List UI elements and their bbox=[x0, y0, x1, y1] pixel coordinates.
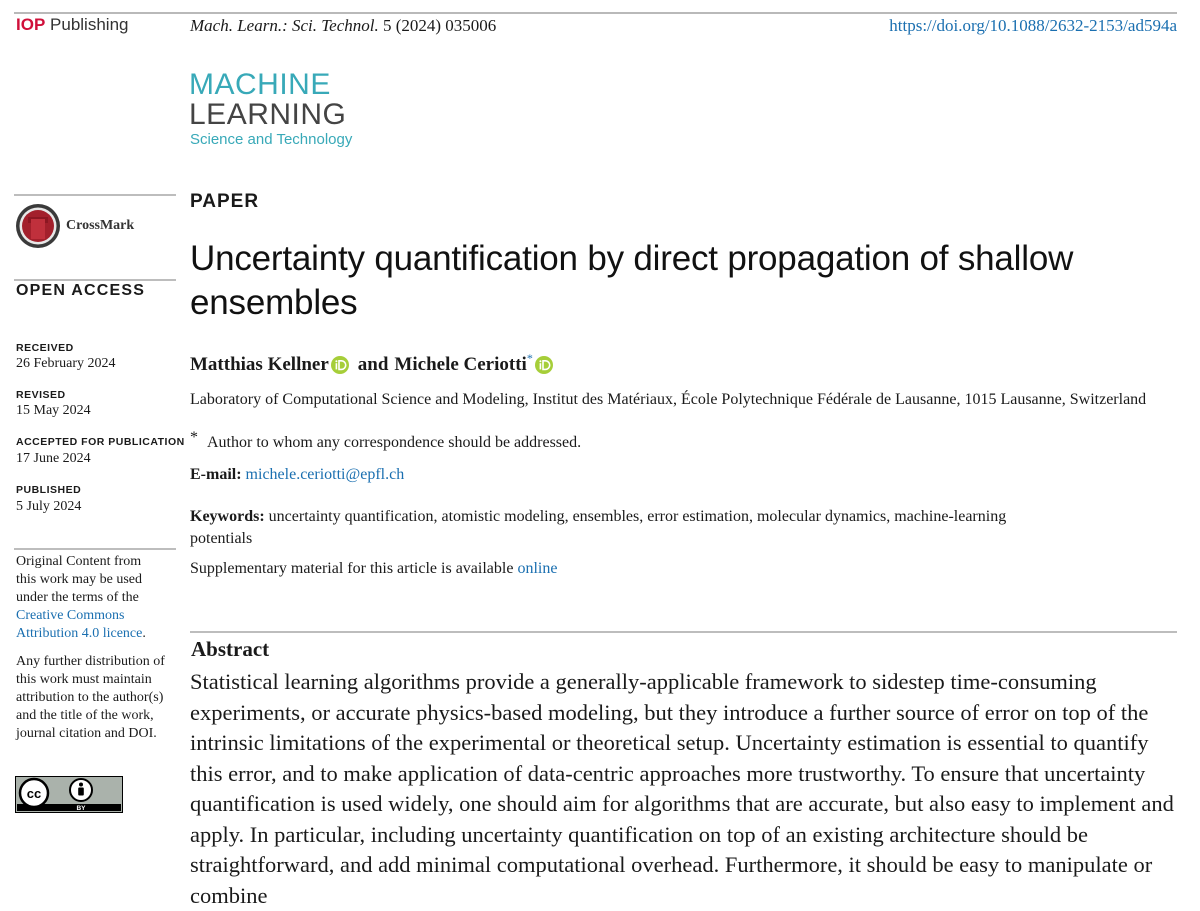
cc-badge-by-text: BY bbox=[76, 805, 86, 812]
revised-label: REVISED bbox=[16, 389, 66, 401]
published-label: PUBLISHED bbox=[16, 484, 82, 496]
license-note bbox=[16, 553, 164, 643]
iop-publishing-logo[interactable] bbox=[16, 15, 128, 35]
publisher-name: Publishing bbox=[50, 15, 129, 34]
journal-name: Mach. Learn.: Sci. Technol. bbox=[190, 16, 379, 35]
abstract-text: Statistical learning algorithms provide a generally-applicable framework to sidestep time-consuming experiments, or accurate physics-based modeling, but they introduce a further source of error on top of the intrinsic limitations of the experimental or theoretical setup. Uncertainty estimation is essential to quantify this error, and to make application of data-centric approaches more trustworthy. To ensure that uncertainty quantification is used widely, one should aim for algorithms that are accurate, but also easy to implement and apply. In particular, including uncertainty quantification on top of an existing architecture should be straightforward, and add minimal computational overhead. Furthermore, it should be easy to manipulate or combine bbox=[190, 669, 1174, 908]
journal-logo-line1: MACHINE bbox=[189, 68, 331, 101]
author-kellner[interactable]: Matthias Kellner bbox=[190, 354, 329, 375]
distribution-note: Any further distribution of this work must maintain attribution to the author(s) and the title of the work, journal citation and DOI. bbox=[16, 654, 165, 741]
published-date: 5 July 2024 bbox=[16, 499, 82, 514]
received-label: RECEIVED bbox=[16, 342, 74, 354]
accepted-date: 17 June 2024 bbox=[16, 451, 91, 466]
citation-volume: 5 (2024) 035006 bbox=[382, 16, 497, 35]
keywords-text: uncertainty quantification, atomistic modeling, ensembles, error estimation, molecular dynamics, machine-learning potentials bbox=[190, 508, 1007, 547]
paper-title: Uncertainty quantification by direct propagation of shallow ensembles bbox=[190, 239, 1074, 322]
paper-type-label: PAPER bbox=[190, 191, 260, 212]
keywords-label: Keywords: bbox=[190, 508, 265, 525]
revised-date: 15 May 2024 bbox=[16, 403, 91, 418]
author-and: and bbox=[357, 354, 389, 375]
email-label: E-mail: bbox=[190, 466, 242, 483]
email-line bbox=[190, 466, 404, 484]
crossmark-badge[interactable] bbox=[15, 203, 134, 249]
license-pre-text: Original Content from this work may be used under the terms of the bbox=[16, 554, 142, 605]
crossmark-icon bbox=[15, 203, 61, 249]
supplementary-link[interactable]: online bbox=[517, 560, 558, 577]
open-access-label: OPEN ACCESS bbox=[16, 282, 146, 299]
correspondence-asterisk: * bbox=[190, 429, 198, 446]
author-ceriotti[interactable]: Michele Ceriotti bbox=[394, 354, 527, 375]
correspondence-text: Author to whom any correspondence should be addressed. bbox=[207, 434, 582, 451]
cc-licence-link[interactable]: Creative Commons Attribution 4.0 licence bbox=[16, 608, 143, 641]
abstract-rule bbox=[190, 631, 1177, 633]
crossmark-label: CrossMark bbox=[66, 218, 135, 233]
journal-logo-line2: LEARNING bbox=[189, 98, 347, 131]
iop-mark: IOP bbox=[16, 15, 46, 34]
doi-link[interactable]: https://doi.org/10.1088/2632-2153/ad594a bbox=[889, 16, 1177, 35]
affiliation: Laboratory of Computational Science and Modeling, Institut des Matériaux, École Polytechnique Fédérale de Lausanne, 1015 Lausanne, Switzerland bbox=[190, 391, 1147, 408]
keywords bbox=[190, 506, 1070, 550]
supplementary-text: Supplementary material for this article is available bbox=[190, 560, 514, 577]
sidebar-rule-mid bbox=[14, 279, 176, 281]
cc-badge-cc-text: cc bbox=[26, 786, 42, 801]
journal-logo-line3: Science and Technology bbox=[190, 131, 353, 148]
sidebar-rule-top bbox=[14, 194, 176, 196]
journal-citation bbox=[190, 16, 496, 36]
email-link[interactable]: michele.ceriotti@epfl.ch bbox=[245, 466, 405, 483]
supplementary-note bbox=[190, 560, 557, 578]
author-list bbox=[190, 350, 553, 376]
license-post-text: . bbox=[142, 626, 146, 641]
corresponding-author-mark: * bbox=[526, 350, 533, 365]
orcid-icon[interactable] bbox=[535, 356, 553, 374]
accepted-label: ACCEPTED FOR PUBLICATION bbox=[16, 436, 185, 448]
sidebar-rule-license bbox=[14, 548, 176, 550]
cc-by-license-icon[interactable] bbox=[15, 776, 123, 813]
orcid-icon[interactable] bbox=[331, 356, 349, 374]
header-rule bbox=[14, 12, 1177, 14]
abstract-heading: Abstract bbox=[191, 637, 270, 661]
received-date: 26 February 2024 bbox=[16, 356, 116, 371]
correspondence-note bbox=[190, 429, 582, 452]
